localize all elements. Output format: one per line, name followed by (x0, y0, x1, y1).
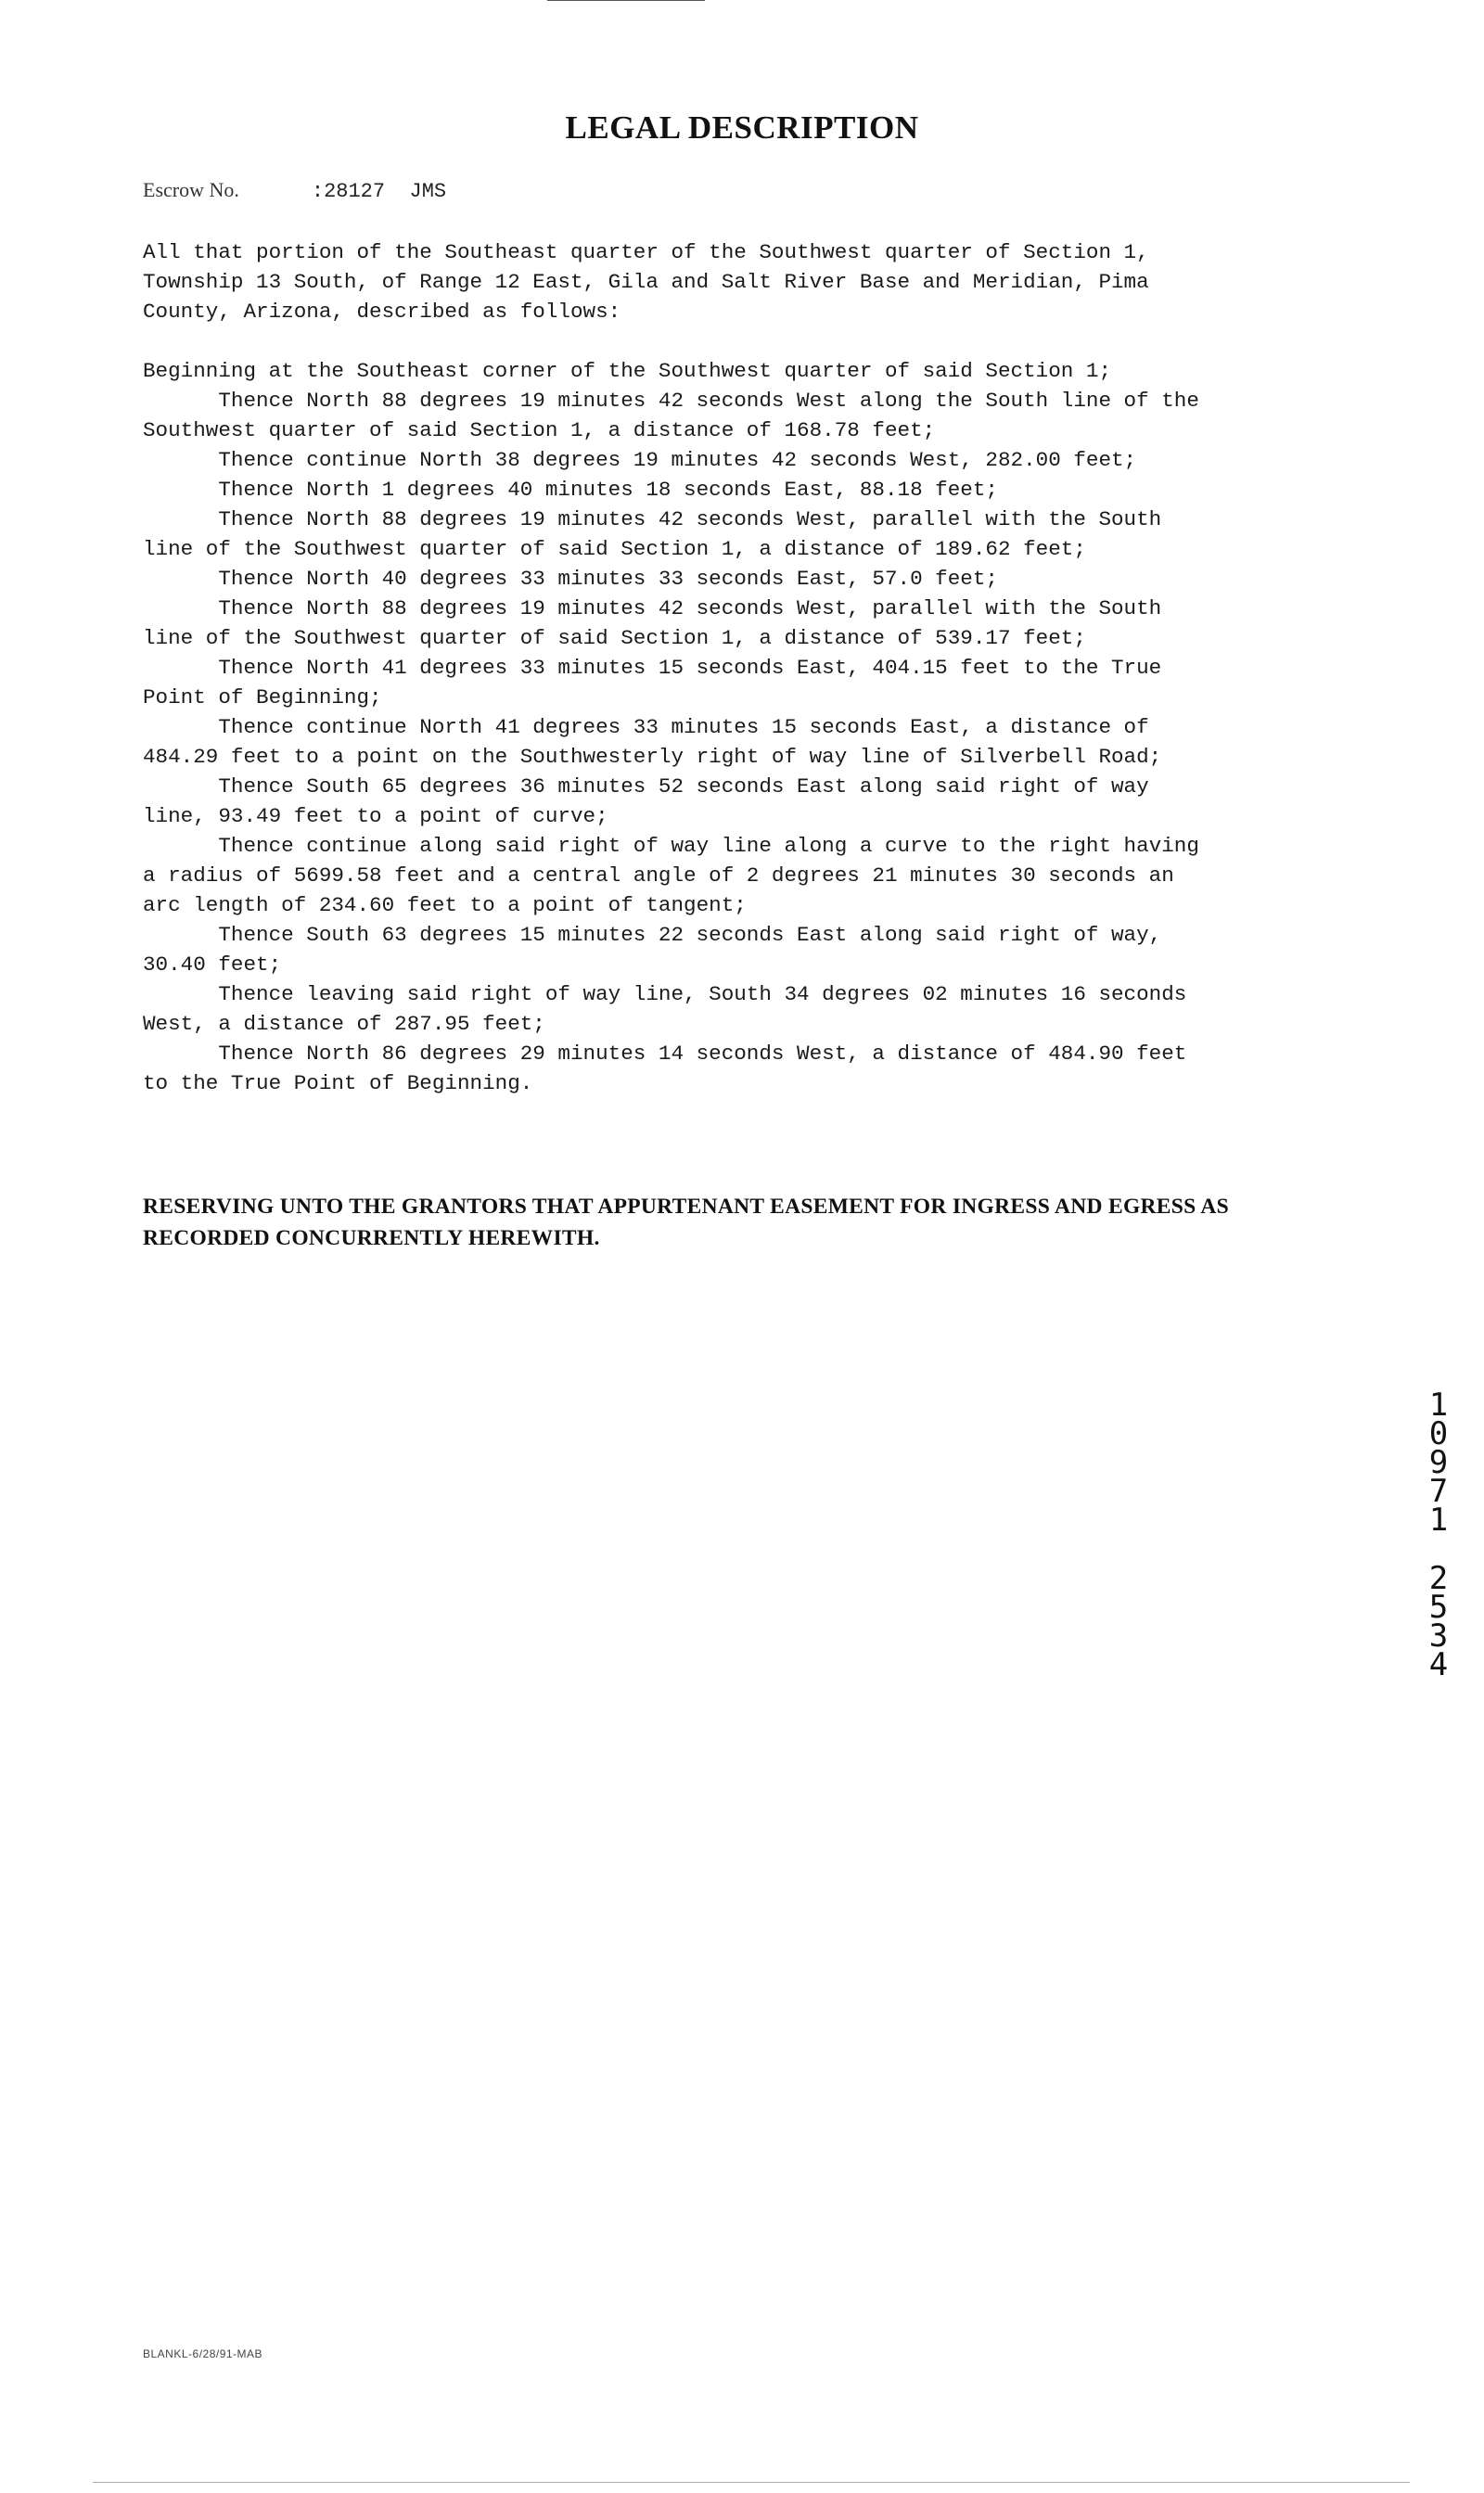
body-line: Thence North 86 degrees 29 minutes 14 seconds West, a distance of 484.90 feet (143, 1042, 1187, 1066)
scan-artifact-bottom (93, 2482, 1410, 2483)
body-line: Thence continue North 41 degrees 33 minutes 15 seconds East, a distance of (143, 715, 1149, 739)
body-line: Thence continue North 38 degrees 19 minutes 42 seconds West, 282.00 feet; (143, 448, 1137, 472)
escrow-number: :28127 JMS (311, 180, 447, 203)
body-line: Thence leaving said right of way line, South 34 degrees 02 minutes 16 seconds (143, 982, 1187, 1006)
body-line: All that portion of the Southeast quarter of the Southwest quarter of Section 1, (143, 240, 1149, 264)
reservation-line: RESERVING UNTO THE GRANTORS THAT APPURTENANT EASEMENT FOR INGRESS AND EGRESS AS (143, 1195, 1230, 1219)
body-line: Thence North 88 degrees 19 minutes 42 seconds West along the South line of the (143, 389, 1199, 413)
body-line: Thence continue along said right of way line along a curve to the right having (143, 834, 1199, 858)
docket-digit: 9 (1428, 1444, 1449, 1481)
body-line: Southwest quarter of said Section 1, a distance of 168.78 feet; (143, 418, 936, 442)
docket-digit: 1 (1428, 1502, 1449, 1539)
body-line: Point of Beginning; (143, 685, 382, 710)
body-line: arc length of 234.60 feet to a point of tangent; (143, 893, 747, 917)
body-line: Thence North 1 degrees 40 minutes 18 seconds East, 88.18 feet; (143, 478, 998, 502)
page-digit: 5 (1428, 1589, 1449, 1626)
page-digit: 2 (1428, 1560, 1449, 1597)
body-line: to the True Point of Beginning. (143, 1071, 533, 1095)
reservation-line: RECORDED CONCURRENTLY HEREWITH. (143, 1226, 600, 1250)
body-line: Thence South 63 degrees 15 minutes 22 seconds East along said right of way, (143, 923, 1162, 947)
body-line: a radius of 5699.58 feet and a central angle of 2 degrees 21 minutes 30 seconds an (143, 863, 1174, 888)
escrow-line (143, 178, 446, 203)
intro-paragraph (143, 237, 1349, 326)
courses-paragraph (143, 356, 1349, 1098)
page-digit: 3 (1428, 1617, 1449, 1655)
body-line: Thence North 88 degrees 19 minutes 42 seconds West, parallel with the South (143, 507, 1162, 531)
body-line: Thence North 40 degrees 33 minutes 33 seconds East, 57.0 feet; (143, 567, 998, 591)
recording-docket-number (1425, 1387, 1452, 1683)
form-code: BLANKL-6/28/91-MAB (143, 2347, 263, 2360)
body-line: Thence South 65 degrees 36 minutes 52 seconds East along said right of way (143, 774, 1149, 799)
scan-artifact-top (547, 0, 705, 1)
body-line: 484.29 feet to a point on the Southwesterly right of way line of Silverbell Road; (143, 745, 1162, 769)
body-line: Thence North 88 degrees 19 minutes 42 seconds West, parallel with the South (143, 596, 1162, 620)
body-line: Beginning at the Southeast corner of the Southwest quarter of said Section 1; (143, 359, 1112, 383)
body-line: 30.40 feet; (143, 952, 282, 977)
body-line: line of the Southwest quarter of said Section 1, a distance of 539.17 feet; (143, 626, 1086, 650)
paragraph-gap (143, 326, 1349, 356)
escrow-label: Escrow No. (143, 178, 239, 201)
docket-digit: 1 (1428, 1387, 1449, 1424)
body-line: Township 13 South, of Range 12 East, Gila and Salt River Base and Meridian, Pima (143, 270, 1149, 294)
docket-digit: 7 (1428, 1473, 1449, 1510)
body-line: line of the Southwest quarter of said Section 1, a distance of 189.62 feet; (143, 537, 1086, 561)
body-line: line, 93.49 feet to a point of curve; (143, 804, 608, 828)
reservation-clause (143, 1191, 1349, 1254)
legal-description-body (143, 237, 1349, 1098)
document-title: LEGAL DESCRIPTION (565, 109, 919, 146)
body-line: County, Arizona, described as follows: (143, 300, 621, 324)
docket-digit: 0 (1428, 1415, 1449, 1452)
page-digit: 4 (1428, 1646, 1449, 1683)
body-line: West, a distance of 287.95 feet; (143, 1012, 545, 1036)
body-line: Thence North 41 degrees 33 minutes 15 seconds East, 404.15 feet to the True (143, 656, 1162, 680)
